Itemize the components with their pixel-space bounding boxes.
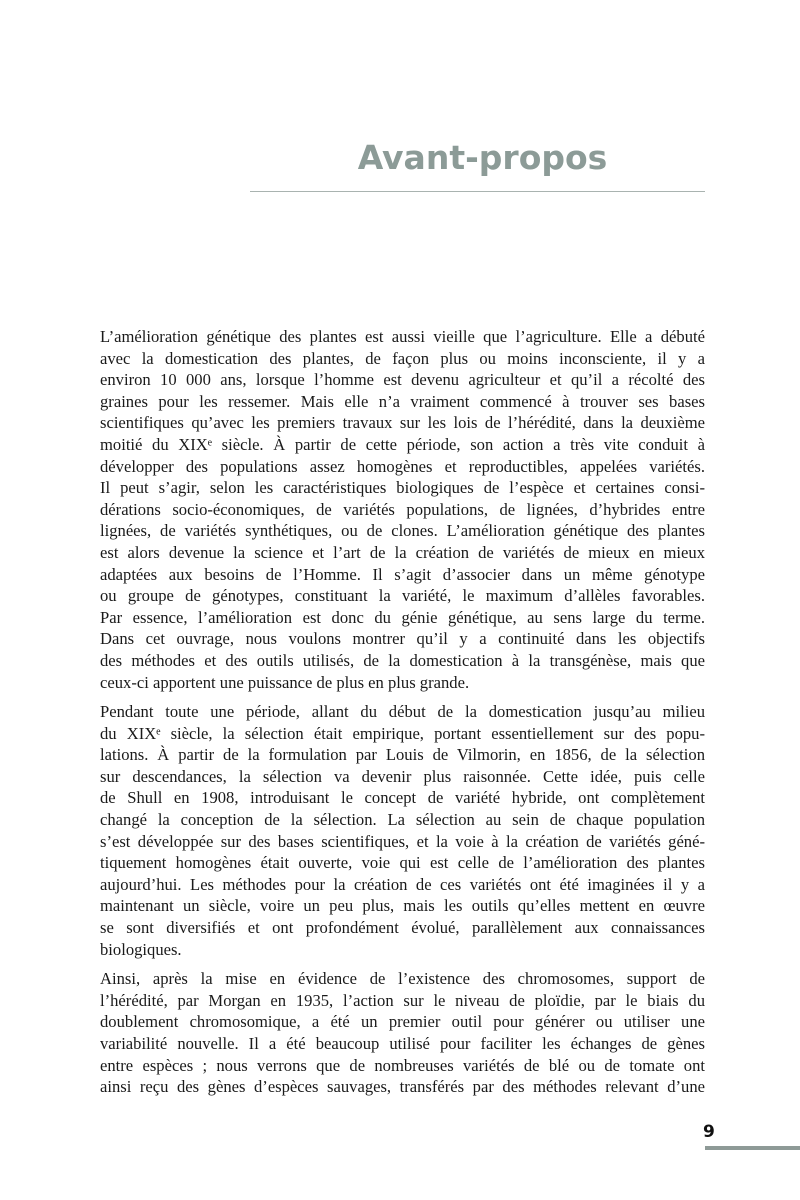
text-line: est alors devenue la science et l’art de la création de variétés de mieux en mieux [100,542,705,562]
text-line: ceux-ci apportent une puissance de plus en plus grande. [100,672,470,692]
text-line: Pendant toute une période, allant du début de la domestication jusqu’au milieu [100,702,705,722]
text-line: scientifiques qu’avec les premiers travaux sur les lois de l’hérédité, dans la deuxième [100,413,705,433]
text-line: doublement chromosomique, a été un premier outil pour générer ou utiliser une [100,1012,705,1032]
paragraph [100,968,705,1098]
text-line: ou groupe de génotypes, constituant la variété, le maximum d’allèles favorables. [100,586,705,606]
text-line: entre espèces ; nous verrons que de nombreuses variétés de blé ou de tomate ont [100,1055,705,1075]
text-line: des méthodes et des outils utilisés, de la domestication à la transgénèse, mais que [100,650,705,670]
text-line: dérations socio-économiques, de variétés populations, de lignées, d’hybrides entre [100,499,705,519]
text-line: adaptées aux besoins de l’Homme. Il s’agit d’associer dans un même génotype [100,564,705,584]
text-line: du XIXᵉ siècle, la sélection était empirique, portant essentiellement sur des popu- [100,723,705,743]
text-line: ainsi reçu des gènes d’espèces sauvages, transférés par des méthodes relevant d’une [100,1077,705,1097]
text-line: aujourd’hui. Les méthodes pour la création de ces variétés ont été imaginées il y a [100,874,705,894]
page-number-rule [705,1146,800,1150]
text-line: l’hérédité, par Morgan en 1935, l’action sur le niveau de ploïdie, par le biais du [100,990,705,1010]
text-line: L’amélioration génétique des plantes est aussi vieille que l’agriculture. Elle a débuté [100,327,705,346]
text-line: maintenant un siècle, voire un peu plus, mais les outils qu’elles mettent en œuvre [100,896,705,916]
text-line: Il peut s’agir, selon les caractéristiques biologiques de l’espèce et certaines consi- [100,478,705,498]
text-line: Ainsi, après la mise en évidence de l’existence des chromosomes, support de [100,969,705,989]
text-line: de Shull en 1908, introduisant le concept de variété hybride, ont complètement [100,788,705,808]
text-line: s’est développée sur des bases scientifiques, et la voie à la création de variétés géné- [100,831,705,851]
page-number: 9 [703,1122,715,1142]
text-line: graines pour les ressemer. Mais elle n’a vraiment commencé à trouver ses bases [100,391,705,411]
text-line: tiquement homogènes était ouverte, voie qui est celle de l’amélioration des plantes [100,853,705,873]
text-line: Par essence, l’amélioration est donc du génie génétique, au sens large du terme. [100,607,705,627]
text-line: développer des populations assez homogènes et reproductibles, appelées variétés. [100,456,705,476]
text-line: variabilité nouvelle. Il a été beaucoup utilisé pour faciliter les échanges de gènes [100,1034,705,1053]
title-divider [250,191,705,192]
page-title: Avant-propos [357,138,608,177]
text-line: environ 10 000 ans, lorsque l’homme est devenu agriculteur et qu’il a récolté des [100,370,705,390]
text-line: sur descendances, la sélection va devenir plus raisonnée. Cette idée, puis celle [100,766,705,786]
text-line: avec la domestication des plantes, de façon plus ou moins inconsciente, il y a [100,348,705,368]
text-line: moitié du XIXᵉ siècle. À partir de cette période, son action a très vite conduit à [100,434,705,454]
text-line: biologiques. [100,939,182,959]
text-line: changé la conception de la sélection. La sélection au sein de chaque population [100,810,705,830]
paragraph [100,326,705,693]
text-line: Dans cet ouvrage, nous voulons montrer qu’il y a continuité dans les objectifs [100,629,705,649]
paragraph [100,701,705,960]
text-line: lations. À partir de la formulation par Louis de Vilmorin, en 1856, de la sélection [100,745,705,765]
body-text [100,326,705,1106]
text-line: lignées, de variétés synthétiques, ou de clones. L’amélioration génétique des plantes [100,521,705,541]
text-line: se sont diversifiés et ont profondément évolué, parallèlement aux connaissances [100,918,705,938]
